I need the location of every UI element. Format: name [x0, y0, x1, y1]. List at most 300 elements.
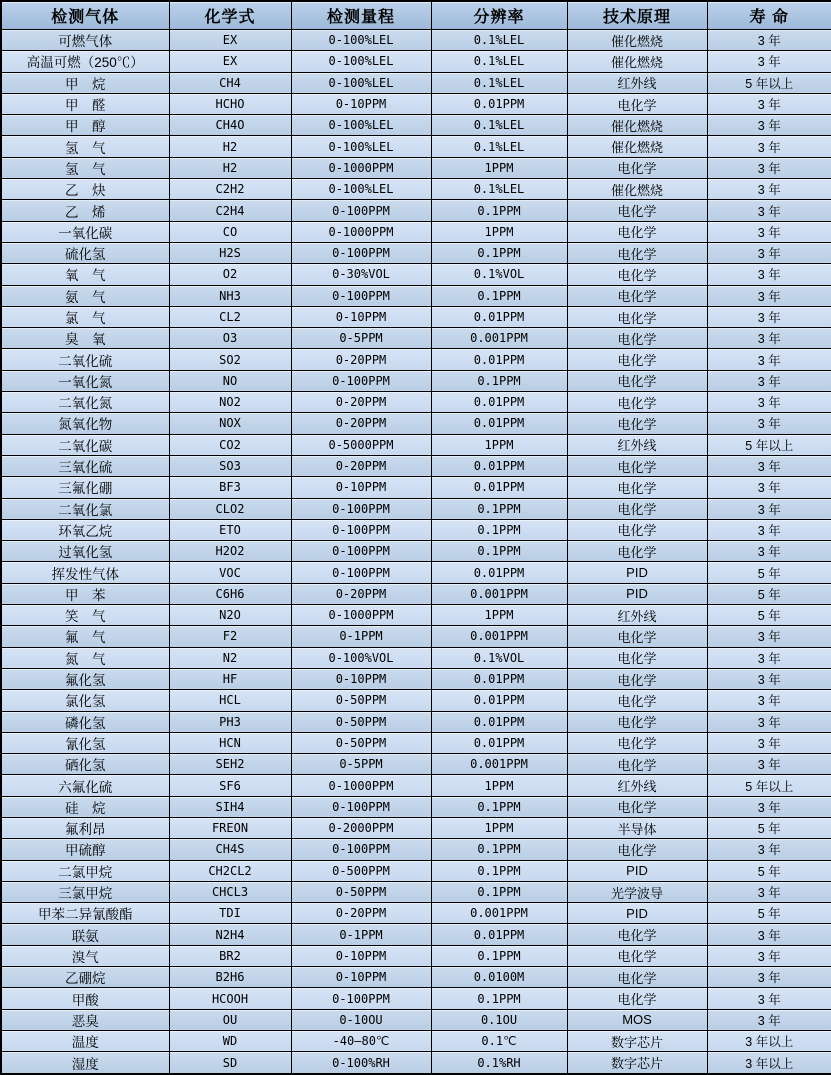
- cell-lifespan: 3 年: [707, 285, 831, 306]
- cell-detection-range: 0-100PPM: [291, 200, 431, 221]
- cell-gas-name: 二氧化氯: [1, 498, 169, 519]
- cell-resolution: 1PPM: [431, 157, 567, 178]
- cell-gas-name: 氰化氢: [1, 732, 169, 753]
- cell-gas-name: 氟化氢: [1, 668, 169, 689]
- table-body: [1, 30, 831, 1075]
- cell-chemical-formula: NO2: [169, 392, 291, 413]
- table-row: [1, 179, 831, 200]
- cell-chemical-formula: HCHO: [169, 93, 291, 114]
- cell-technical-principle: 催化燃烧: [567, 179, 707, 200]
- table-row: [1, 264, 831, 285]
- cell-chemical-formula: H2: [169, 157, 291, 178]
- cell-detection-range: 0-100PPM: [291, 498, 431, 519]
- cell-chemical-formula: B2H6: [169, 967, 291, 988]
- table-row: [1, 562, 831, 583]
- cell-chemical-formula: H2: [169, 136, 291, 157]
- cell-detection-range: 0-100%LEL: [291, 51, 431, 72]
- cell-technical-principle: 电化学: [567, 349, 707, 370]
- cell-detection-range: 0-100PPM: [291, 519, 431, 540]
- table-row: [1, 1009, 831, 1030]
- table-row: [1, 157, 831, 178]
- cell-gas-name: 臭 氧: [1, 328, 169, 349]
- table-row: [1, 519, 831, 540]
- cell-chemical-formula: BR2: [169, 945, 291, 966]
- cell-technical-principle: 电化学: [567, 732, 707, 753]
- column-header-principle: 技术原理: [567, 1, 707, 30]
- table-row: [1, 754, 831, 775]
- cell-lifespan: 3 年: [707, 349, 831, 370]
- cell-chemical-formula: CH4S: [169, 839, 291, 860]
- cell-chemical-formula: C6H6: [169, 583, 291, 604]
- table-row: [1, 605, 831, 626]
- cell-chemical-formula: WD: [169, 1030, 291, 1051]
- cell-lifespan: 5 年以上: [707, 72, 831, 93]
- cell-chemical-formula: SEH2: [169, 754, 291, 775]
- cell-gas-name: 联氨: [1, 924, 169, 945]
- cell-chemical-formula: F2: [169, 626, 291, 647]
- cell-chemical-formula: H2O2: [169, 541, 291, 562]
- cell-chemical-formula: HCOOH: [169, 988, 291, 1009]
- cell-resolution: 0.01PPM: [431, 711, 567, 732]
- cell-gas-name: 氢 气: [1, 136, 169, 157]
- table-row: [1, 732, 831, 753]
- cell-technical-principle: 电化学: [567, 796, 707, 817]
- cell-resolution: 0.1PPM: [431, 370, 567, 391]
- cell-detection-range: 0-100%LEL: [291, 115, 431, 136]
- cell-lifespan: 3 年: [707, 306, 831, 327]
- table-row: [1, 477, 831, 498]
- table-row: [1, 967, 831, 988]
- cell-technical-principle: 电化学: [567, 306, 707, 327]
- cell-technical-principle: 电化学: [567, 711, 707, 732]
- cell-chemical-formula: N2: [169, 647, 291, 668]
- table-row: [1, 51, 831, 72]
- table-row: [1, 626, 831, 647]
- table-row: [1, 583, 831, 604]
- table-row: [1, 1030, 831, 1051]
- cell-detection-range: 0-30%VOL: [291, 264, 431, 285]
- cell-detection-range: 0-500PPM: [291, 860, 431, 881]
- cell-lifespan: 3 年: [707, 264, 831, 285]
- table-row: [1, 945, 831, 966]
- cell-technical-principle: 电化学: [567, 328, 707, 349]
- cell-technical-principle: PID: [567, 562, 707, 583]
- cell-gas-name: 二氧化氮: [1, 392, 169, 413]
- cell-detection-range: 0-20PPM: [291, 455, 431, 476]
- cell-detection-range: 0-1000PPM: [291, 221, 431, 242]
- table-row: [1, 370, 831, 391]
- cell-chemical-formula: CH4O: [169, 115, 291, 136]
- cell-gas-name: 笑 气: [1, 605, 169, 626]
- cell-resolution: 0.001PPM: [431, 903, 567, 924]
- cell-gas-name: 乙硼烷: [1, 967, 169, 988]
- cell-resolution: 0.001PPM: [431, 328, 567, 349]
- table-row: [1, 200, 831, 221]
- cell-chemical-formula: SO3: [169, 455, 291, 476]
- cell-resolution: 0.001PPM: [431, 583, 567, 604]
- cell-resolution: 0.1PPM: [431, 796, 567, 817]
- table-row: [1, 72, 831, 93]
- column-header-gas: 检测气体: [1, 1, 169, 30]
- cell-chemical-formula: N2O: [169, 605, 291, 626]
- cell-gas-name: 高温可燃（250℃）: [1, 51, 169, 72]
- cell-chemical-formula: EX: [169, 30, 291, 51]
- cell-gas-name: 二氧化碳: [1, 434, 169, 455]
- cell-detection-range: 0-10PPM: [291, 668, 431, 689]
- cell-chemical-formula: CLO2: [169, 498, 291, 519]
- cell-gas-name: 过氧化氢: [1, 541, 169, 562]
- cell-lifespan: 3 年: [707, 967, 831, 988]
- table-row: [1, 392, 831, 413]
- cell-technical-principle: 催化燃烧: [567, 115, 707, 136]
- table-row: [1, 242, 831, 263]
- cell-detection-range: 0-10OU: [291, 1009, 431, 1030]
- cell-chemical-formula: BF3: [169, 477, 291, 498]
- cell-lifespan: 3 年: [707, 945, 831, 966]
- cell-technical-principle: 电化学: [567, 157, 707, 178]
- cell-resolution: 0.01PPM: [431, 93, 567, 114]
- cell-gas-name: 氟 气: [1, 626, 169, 647]
- cell-gas-name: 硅 烷: [1, 796, 169, 817]
- cell-gas-name: 三氯甲烷: [1, 881, 169, 902]
- cell-lifespan: 5 年: [707, 903, 831, 924]
- cell-resolution: 0.01PPM: [431, 477, 567, 498]
- cell-detection-range: 0-1000PPM: [291, 775, 431, 796]
- cell-gas-name: 六氟化硫: [1, 775, 169, 796]
- cell-resolution: 0.0100M: [431, 967, 567, 988]
- table-row: [1, 221, 831, 242]
- cell-detection-range: 0-100PPM: [291, 285, 431, 306]
- cell-detection-range: 0-1PPM: [291, 626, 431, 647]
- cell-resolution: 0.1%VOL: [431, 647, 567, 668]
- cell-detection-range: -40—80℃: [291, 1030, 431, 1051]
- cell-technical-principle: 电化学: [567, 668, 707, 689]
- cell-gas-name: 氯化氢: [1, 690, 169, 711]
- cell-lifespan: 3 年以上: [707, 1052, 831, 1074]
- column-header-lifespan: 寿 命: [707, 1, 831, 30]
- cell-gas-name: 乙 烯: [1, 200, 169, 221]
- cell-gas-name: 恶臭: [1, 1009, 169, 1030]
- table-row: [1, 434, 831, 455]
- cell-detection-range: 0-100%LEL: [291, 136, 431, 157]
- cell-technical-principle: 电化学: [567, 221, 707, 242]
- table-row: [1, 306, 831, 327]
- cell-detection-range: 0-50PPM: [291, 711, 431, 732]
- cell-resolution: 0.1PPM: [431, 881, 567, 902]
- cell-lifespan: 3 年: [707, 690, 831, 711]
- cell-lifespan: 5 年: [707, 605, 831, 626]
- cell-chemical-formula: O2: [169, 264, 291, 285]
- cell-detection-range: 0-10PPM: [291, 967, 431, 988]
- cell-technical-principle: 电化学: [567, 754, 707, 775]
- cell-resolution: 0.01PPM: [431, 562, 567, 583]
- cell-lifespan: 3 年: [707, 328, 831, 349]
- table-row: [1, 498, 831, 519]
- cell-detection-range: 0-50PPM: [291, 690, 431, 711]
- cell-resolution: 0.001PPM: [431, 754, 567, 775]
- cell-lifespan: 3 年: [707, 115, 831, 136]
- cell-technical-principle: 红外线: [567, 72, 707, 93]
- cell-technical-principle: 电化学: [567, 626, 707, 647]
- cell-gas-name: 温度: [1, 1030, 169, 1051]
- cell-resolution: 0.01PPM: [431, 413, 567, 434]
- cell-gas-name: 硒化氢: [1, 754, 169, 775]
- cell-resolution: 0.01PPM: [431, 306, 567, 327]
- cell-detection-range: 0-100%VOL: [291, 647, 431, 668]
- cell-lifespan: 3 年: [707, 924, 831, 945]
- cell-lifespan: 3 年: [707, 392, 831, 413]
- cell-technical-principle: 电化学: [567, 690, 707, 711]
- cell-chemical-formula: C2H2: [169, 179, 291, 200]
- cell-resolution: 0.1PPM: [431, 839, 567, 860]
- cell-chemical-formula: SIH4: [169, 796, 291, 817]
- cell-gas-name: 硫化氢: [1, 242, 169, 263]
- cell-technical-principle: 红外线: [567, 775, 707, 796]
- cell-detection-range: 0-100%LEL: [291, 30, 431, 51]
- table-row: [1, 881, 831, 902]
- cell-detection-range: 0-100PPM: [291, 562, 431, 583]
- cell-technical-principle: 电化学: [567, 541, 707, 562]
- column-header-formula: 化学式: [169, 1, 291, 30]
- cell-gas-name: 二氯甲烷: [1, 860, 169, 881]
- table-row: [1, 93, 831, 114]
- cell-resolution: 1PPM: [431, 775, 567, 796]
- cell-chemical-formula: O3: [169, 328, 291, 349]
- cell-lifespan: 3 年: [707, 626, 831, 647]
- table-row: [1, 796, 831, 817]
- table-row: [1, 839, 831, 860]
- cell-resolution: 0.1PPM: [431, 860, 567, 881]
- cell-technical-principle: 催化燃烧: [567, 51, 707, 72]
- cell-lifespan: 3 年: [707, 881, 831, 902]
- cell-lifespan: 3 年: [707, 30, 831, 51]
- cell-detection-range: 0-2000PPM: [291, 817, 431, 838]
- table-row: [1, 1052, 831, 1074]
- cell-chemical-formula: ETO: [169, 519, 291, 540]
- table-row: [1, 668, 831, 689]
- cell-resolution: 0.1%LEL: [431, 30, 567, 51]
- table-row: [1, 924, 831, 945]
- table-row: [1, 690, 831, 711]
- cell-lifespan: 3 年: [707, 93, 831, 114]
- cell-gas-name: 三氟化硼: [1, 477, 169, 498]
- table-row: [1, 541, 831, 562]
- cell-resolution: 0.1PPM: [431, 285, 567, 306]
- cell-chemical-formula: NOX: [169, 413, 291, 434]
- cell-technical-principle: 电化学: [567, 967, 707, 988]
- cell-resolution: 0.1%LEL: [431, 51, 567, 72]
- cell-detection-range: 0-100PPM: [291, 370, 431, 391]
- cell-detection-range: 0-1000PPM: [291, 605, 431, 626]
- cell-technical-principle: 半导体: [567, 817, 707, 838]
- cell-lifespan: 3 年: [707, 455, 831, 476]
- table-row: [1, 988, 831, 1009]
- cell-technical-principle: 电化学: [567, 477, 707, 498]
- cell-resolution: 0.1PPM: [431, 519, 567, 540]
- cell-lifespan: 5 年以上: [707, 775, 831, 796]
- cell-resolution: 0.1PPM: [431, 541, 567, 562]
- cell-gas-name: 环氧乙烷: [1, 519, 169, 540]
- cell-gas-name: 挥发性气体: [1, 562, 169, 583]
- cell-lifespan: 5 年以上: [707, 434, 831, 455]
- cell-chemical-formula: HCL: [169, 690, 291, 711]
- cell-lifespan: 3 年: [707, 1009, 831, 1030]
- cell-technical-principle: 电化学: [567, 498, 707, 519]
- cell-chemical-formula: HCN: [169, 732, 291, 753]
- table-row: [1, 647, 831, 668]
- cell-resolution: 0.01PPM: [431, 732, 567, 753]
- cell-detection-range: 0-100PPM: [291, 839, 431, 860]
- cell-detection-range: 0-20PPM: [291, 349, 431, 370]
- cell-technical-principle: MOS: [567, 1009, 707, 1030]
- table-row: [1, 711, 831, 732]
- cell-technical-principle: 电化学: [567, 93, 707, 114]
- cell-lifespan: 3 年: [707, 477, 831, 498]
- cell-resolution: 0.01PPM: [431, 690, 567, 711]
- cell-detection-range: 0-100%LEL: [291, 179, 431, 200]
- cell-detection-range: 0-100PPM: [291, 242, 431, 263]
- cell-detection-range: 0-5PPM: [291, 754, 431, 775]
- cell-detection-range: 0-5PPM: [291, 328, 431, 349]
- cell-gas-name: 三氧化硫: [1, 455, 169, 476]
- cell-gas-name: 二氧化硫: [1, 349, 169, 370]
- cell-chemical-formula: NO: [169, 370, 291, 391]
- cell-lifespan: 5 年: [707, 583, 831, 604]
- cell-technical-principle: 电化学: [567, 945, 707, 966]
- cell-lifespan: 3 年: [707, 242, 831, 263]
- cell-resolution: 0.1PPM: [431, 242, 567, 263]
- cell-chemical-formula: HF: [169, 668, 291, 689]
- cell-gas-name: 甲 醇: [1, 115, 169, 136]
- cell-detection-range: 0-10PPM: [291, 477, 431, 498]
- table-row: [1, 115, 831, 136]
- cell-lifespan: 5 年: [707, 860, 831, 881]
- cell-resolution: 0.1PPM: [431, 498, 567, 519]
- header-row: [1, 1, 831, 30]
- cell-technical-principle: PID: [567, 860, 707, 881]
- cell-chemical-formula: SF6: [169, 775, 291, 796]
- cell-lifespan: 3 年: [707, 732, 831, 753]
- cell-resolution: 0.1OU: [431, 1009, 567, 1030]
- cell-detection-range: 0-10PPM: [291, 306, 431, 327]
- cell-detection-range: 0-50PPM: [291, 732, 431, 753]
- cell-technical-principle: 电化学: [567, 370, 707, 391]
- cell-resolution: 0.1PPM: [431, 945, 567, 966]
- cell-detection-range: 0-10PPM: [291, 945, 431, 966]
- cell-resolution: 0.1℃: [431, 1030, 567, 1051]
- cell-lifespan: 3 年: [707, 711, 831, 732]
- cell-gas-name: 磷化氢: [1, 711, 169, 732]
- cell-chemical-formula: SO2: [169, 349, 291, 370]
- cell-chemical-formula: C2H4: [169, 200, 291, 221]
- cell-technical-principle: 电化学: [567, 988, 707, 1009]
- cell-resolution: 0.01PPM: [431, 349, 567, 370]
- cell-technical-principle: 电化学: [567, 924, 707, 945]
- cell-gas-name: 可燃气体: [1, 30, 169, 51]
- cell-resolution: 0.1%LEL: [431, 179, 567, 200]
- cell-resolution: 0.01PPM: [431, 392, 567, 413]
- cell-chemical-formula: VOC: [169, 562, 291, 583]
- cell-gas-name: 氮 气: [1, 647, 169, 668]
- cell-lifespan: 3 年: [707, 413, 831, 434]
- table-row: [1, 30, 831, 51]
- cell-technical-principle: 催化燃烧: [567, 136, 707, 157]
- cell-chemical-formula: CL2: [169, 306, 291, 327]
- cell-lifespan: 3 年: [707, 647, 831, 668]
- cell-resolution: 0.1PPM: [431, 200, 567, 221]
- cell-resolution: 1PPM: [431, 817, 567, 838]
- cell-gas-name: 氟利昂: [1, 817, 169, 838]
- cell-gas-name: 氢 气: [1, 157, 169, 178]
- cell-detection-range: 0-100%RH: [291, 1052, 431, 1074]
- cell-chemical-formula: CO: [169, 221, 291, 242]
- table-row: [1, 285, 831, 306]
- cell-gas-name: 湿度: [1, 1052, 169, 1074]
- cell-gas-name: 甲 烷: [1, 72, 169, 93]
- table-row: [1, 817, 831, 838]
- cell-technical-principle: 电化学: [567, 413, 707, 434]
- cell-chemical-formula: CO2: [169, 434, 291, 455]
- cell-lifespan: 5 年: [707, 817, 831, 838]
- cell-resolution: 0.1%LEL: [431, 115, 567, 136]
- cell-chemical-formula: N2H4: [169, 924, 291, 945]
- cell-technical-principle: 红外线: [567, 605, 707, 626]
- cell-resolution: 0.1%RH: [431, 1052, 567, 1074]
- cell-detection-range: 0-100PPM: [291, 988, 431, 1009]
- cell-lifespan: 3 年: [707, 541, 831, 562]
- cell-gas-name: 甲 苯: [1, 583, 169, 604]
- cell-detection-range: 0-10PPM: [291, 93, 431, 114]
- cell-detection-range: 0-20PPM: [291, 583, 431, 604]
- cell-detection-range: 0-100PPM: [291, 796, 431, 817]
- table-row: [1, 328, 831, 349]
- cell-lifespan: 3 年: [707, 754, 831, 775]
- cell-lifespan: 3 年以上: [707, 1030, 831, 1051]
- cell-gas-name: 甲酸: [1, 988, 169, 1009]
- cell-lifespan: 3 年: [707, 370, 831, 391]
- cell-detection-range: 0-100PPM: [291, 541, 431, 562]
- cell-gas-name: 氯 气: [1, 306, 169, 327]
- cell-lifespan: 3 年: [707, 988, 831, 1009]
- cell-chemical-formula: SD: [169, 1052, 291, 1074]
- cell-gas-name: 一氧化碳: [1, 221, 169, 242]
- table-row: [1, 860, 831, 881]
- cell-chemical-formula: OU: [169, 1009, 291, 1030]
- cell-resolution: 0.01PPM: [431, 455, 567, 476]
- cell-gas-name: 甲 醛: [1, 93, 169, 114]
- table-row: [1, 455, 831, 476]
- cell-technical-principle: 电化学: [567, 392, 707, 413]
- cell-resolution: 0.1%VOL: [431, 264, 567, 285]
- cell-technical-principle: 电化学: [567, 264, 707, 285]
- cell-gas-name: 一氧化氮: [1, 370, 169, 391]
- cell-technical-principle: 数字芯片: [567, 1052, 707, 1074]
- table-row: [1, 775, 831, 796]
- cell-chemical-formula: CH2CL2: [169, 860, 291, 881]
- cell-lifespan: 3 年: [707, 157, 831, 178]
- cell-chemical-formula: CHCL3: [169, 881, 291, 902]
- table-row: [1, 349, 831, 370]
- cell-technical-principle: 电化学: [567, 647, 707, 668]
- cell-detection-range: 0-20PPM: [291, 392, 431, 413]
- cell-lifespan: 3 年: [707, 668, 831, 689]
- cell-lifespan: 3 年: [707, 136, 831, 157]
- cell-resolution: 0.001PPM: [431, 626, 567, 647]
- cell-gas-name: 乙 炔: [1, 179, 169, 200]
- column-header-resolution: 分辨率: [431, 1, 567, 30]
- cell-technical-principle: 催化燃烧: [567, 30, 707, 51]
- cell-lifespan: 3 年: [707, 796, 831, 817]
